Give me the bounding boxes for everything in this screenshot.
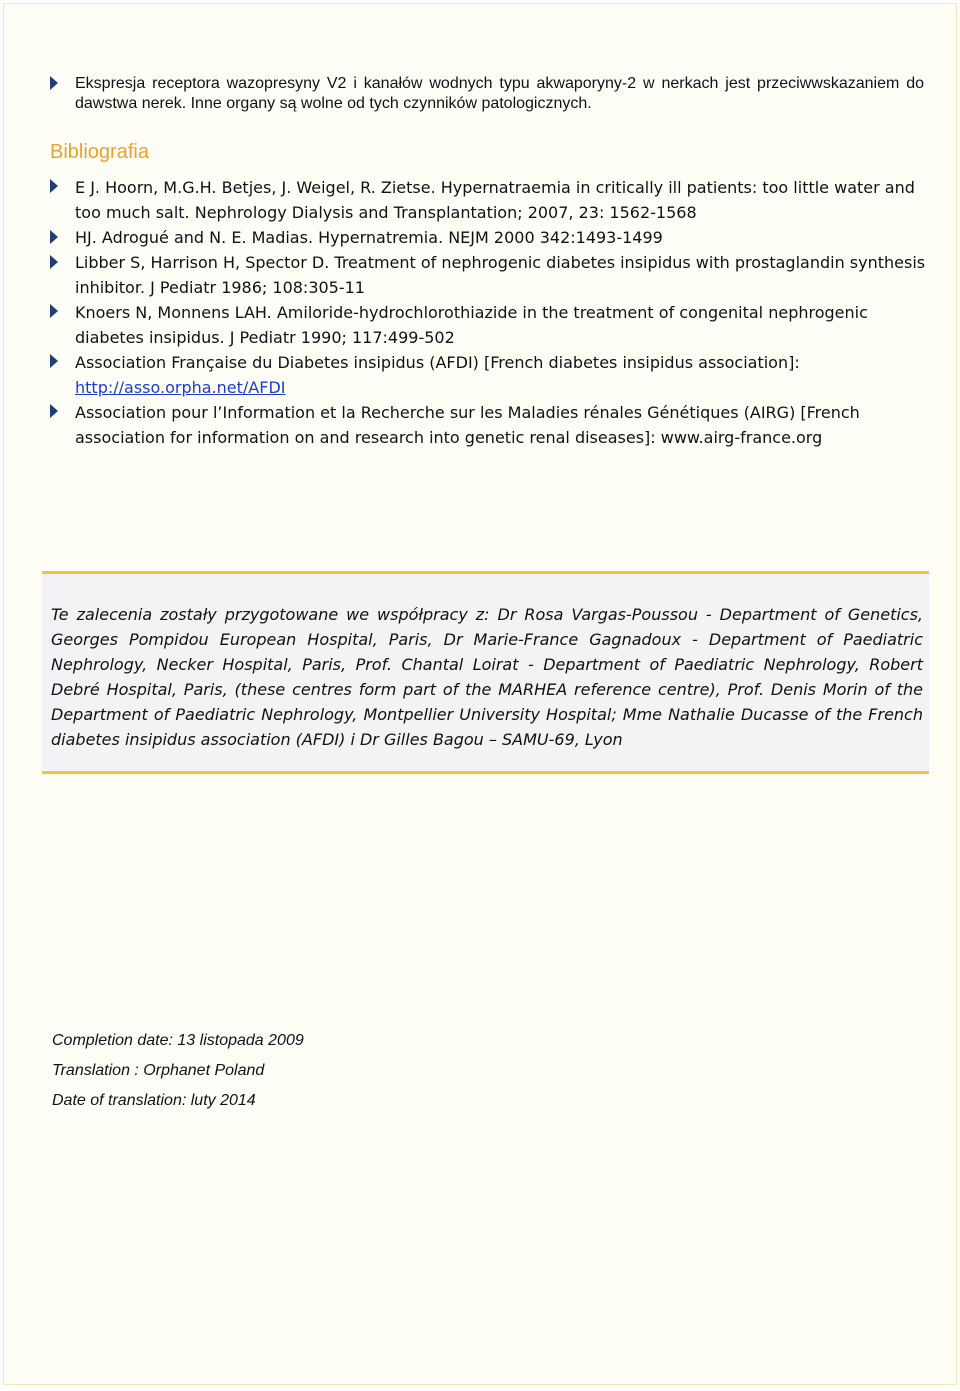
intro-paragraph: Ekspresja receptora wazopresyny V2 i kanałów wodnych typu akwaporyny-2 w nerkach jest przeciwwskazaniem do dawstwa nerek. Inne organy są wolne od tych czynników patologicznych. bbox=[75, 75, 924, 112]
bullet-arrow-icon bbox=[50, 76, 58, 90]
bullet-arrow-icon bbox=[50, 230, 58, 244]
reference-item: Libber S, Harrison H, Spector D. Treatment of nephrogenic diabetes insipidus with prostaglandin synthesis inhibitor. J Pediatr 1986; 108:305-11 bbox=[75, 253, 926, 297]
reference-item: HJ. Adrogué and N. E. Madias. Hypernatremia. NEJM 2000 342:1493-1499 bbox=[75, 228, 663, 247]
bullet-arrow-icon bbox=[50, 304, 58, 318]
afdi-link[interactable]: http://asso.orpha.net/AFDI bbox=[75, 378, 286, 397]
reference-item bbox=[75, 350, 930, 400]
bullet-arrow-icon bbox=[50, 179, 58, 193]
bullet-arrow-icon bbox=[50, 354, 58, 368]
bullet-arrow-icon bbox=[50, 255, 58, 269]
completion-date: Completion date: 13 listopada 2009 bbox=[52, 1032, 304, 1049]
translation-credit: Translation : Orphanet Poland bbox=[52, 1062, 265, 1079]
reference-text: Association Française du Diabetes insipidus (AFDI) [French diabetes insipidus association]: bbox=[75, 353, 800, 372]
translation-date: Date of translation: luty 2014 bbox=[52, 1092, 256, 1109]
document-page bbox=[3, 3, 957, 1385]
reference-item: Association pour l’Information et la Recherche sur les Maladies rénales Génétiques (AIRG) [French association for information on and research into genetic renal diseases]: www.airg-france.org bbox=[75, 403, 860, 447]
bibliography-heading: Bibliografia bbox=[50, 141, 149, 163]
credits-text: Te zalecenia zostały przygotowane we współpracy z: Dr Rosa Vargas-Poussou - Department of Genetics, Georges Pompidou European Hospital, Paris, Dr Marie-France Gagnadoux - Department of Paediatric Nephrology, Necker Hospital, Paris, Prof. Chantal Loirat - Department of Paediatric Nephrology, Robert Debré Hospital, Paris, (these centres form part of the MARHEA reference centre), Prof. Denis Morin of the Department of Paediatric Nephrology, Montpellier University Hospital; Mme Nathalie Ducasse of the French diabetes insipidus association (AFDI) i Dr Gilles Bagou – SAMU-69, Lyon bbox=[51, 605, 923, 749]
reference-item: Knoers N, Monnens LAH. Amiloride-hydrochlorothiazide in the treatment of congenital nephrogenic diabetes insipidus. J Pediatr 1990; 117:499-502 bbox=[75, 303, 868, 347]
reference-item: E J. Hoorn, M.G.H. Betjes, J. Weigel, R. Zietse. Hypernatraemia in critically ill patients: too little water and too much salt. Nephrology Dialysis and Transplantation; 2007, 23: 1562-1568 bbox=[75, 178, 915, 222]
credits-box bbox=[42, 571, 929, 774]
bullet-arrow-icon bbox=[50, 404, 58, 418]
